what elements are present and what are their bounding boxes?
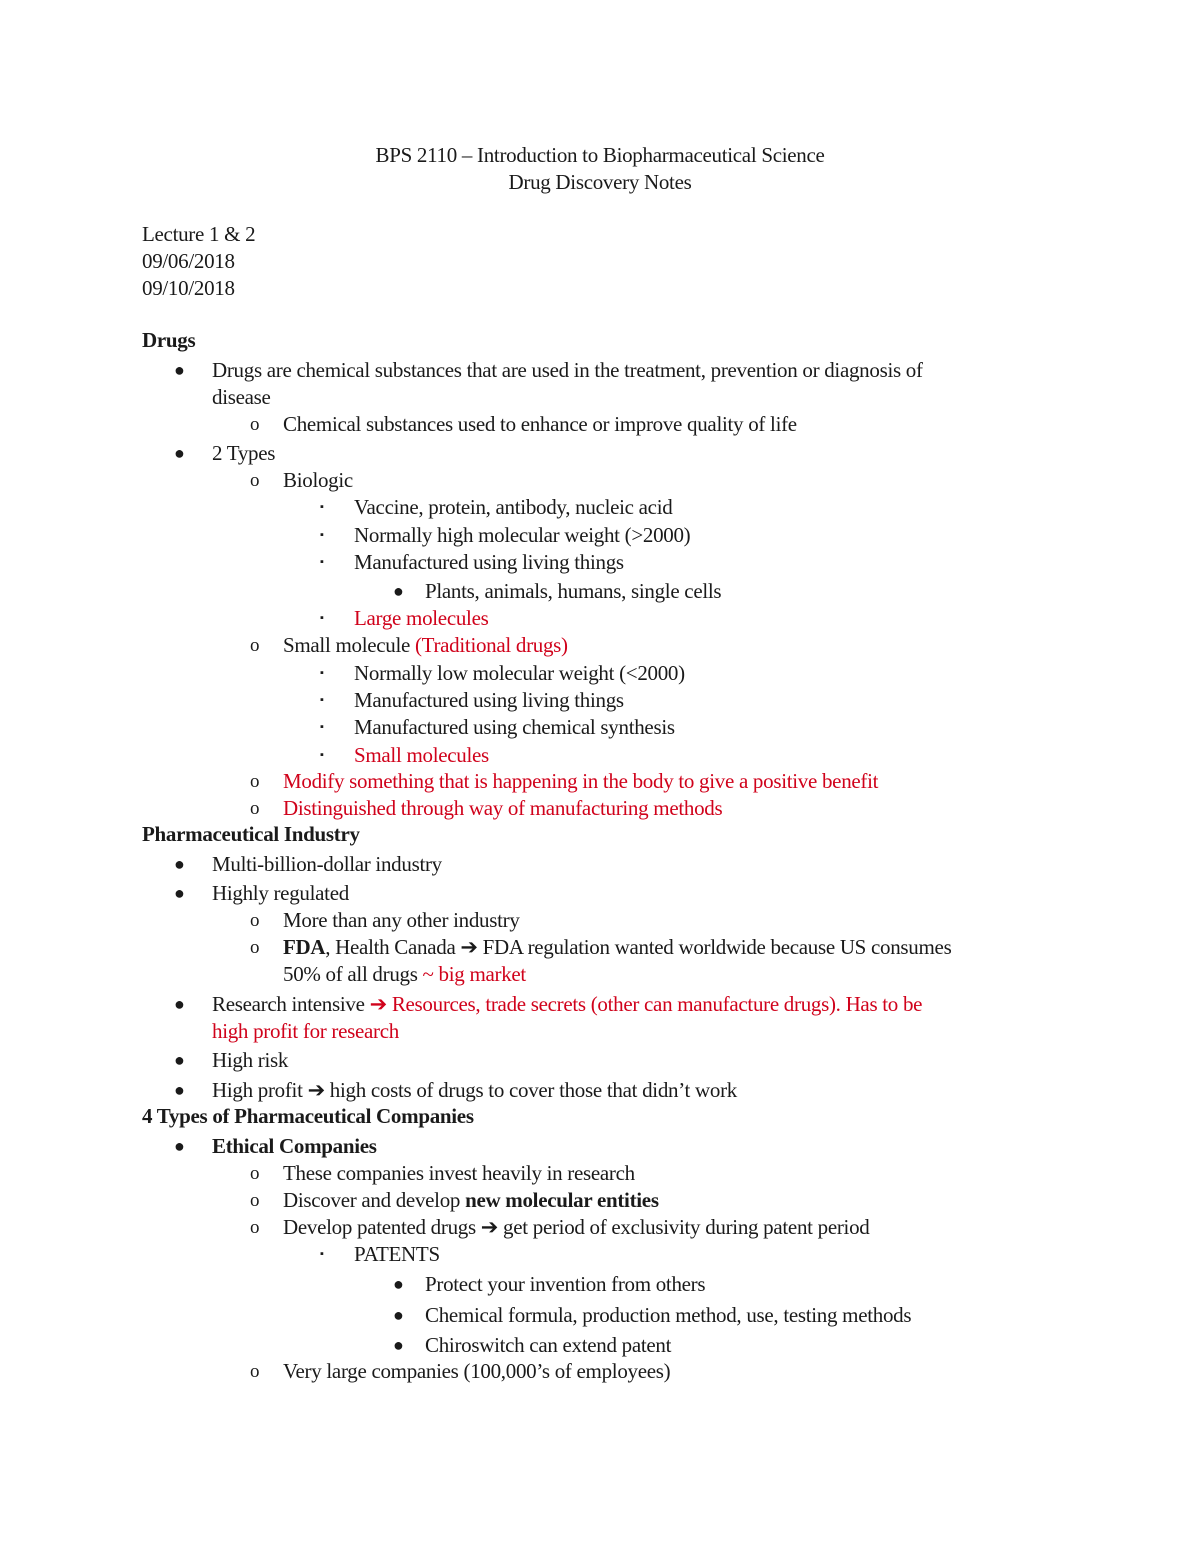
bullet-icon: ● [174,1080,185,1100]
drugs-definition-cont: disease [212,385,271,409]
patents-item: Chemical formula, production method, use, testing methods [425,1303,912,1327]
circle-bullet-icon: o [250,937,260,958]
small-molecule-item: Manufactured using living things [354,688,624,712]
circle-bullet-icon: o [250,771,260,792]
biologic-item: Normally high molecular weight (>2000) [354,523,691,547]
drugs-definition: Drugs are chemical substances that are used in the treatment, prevention or diagnosis of [212,358,923,382]
pharma-sub-item: More than any other industry [283,908,520,932]
pharma-item: High risk [212,1048,289,1072]
square-bullet-icon: ▪ [320,694,324,706]
circle-bullet-icon: o [250,635,260,656]
type-small-molecule [283,632,568,659]
small-molecule-item-highlight: Small molecules [354,743,489,767]
biologic-item-highlight: Large molecules [354,606,489,630]
square-bullet-icon: ▪ [320,749,324,761]
arrow-right-icon: ➔ [369,992,387,1016]
biologic-item: Manufactured using living things [354,550,624,574]
ethical-companies-heading: Ethical Companies [212,1134,377,1158]
lecture-label: Lecture 1 & 2 [142,222,256,246]
fda-regulation-text: FDA regulation wanted worldwide because US consumes [477,935,952,959]
circle-bullet-icon: o [250,414,260,435]
pharma-sub-item-fda [283,934,951,961]
ethical-item: Very large companies (100,000’s of employees) [283,1359,671,1383]
square-bullet-icon: ▪ [320,556,324,568]
drugs-note-distinguish: Distinguished through way of manufacturing methods [283,796,723,820]
patents-heading: PATENTS [354,1242,440,1266]
pharma-item: Multi-billion-dollar industry [212,852,442,876]
bullet-icon: ● [174,883,185,903]
pharma-item: Highly regulated [212,881,349,905]
date-second: 09/10/2018 [142,276,235,300]
section-heading-pharma: Pharmaceutical Industry [142,822,360,846]
circle-bullet-icon: o [250,798,260,819]
document-subtitle: Drug Discovery Notes [508,170,692,194]
pharma-item-profit [212,1077,737,1104]
bullet-icon: ● [174,1050,185,1070]
bullet-icon: ● [174,854,185,874]
research-note-cont: high profit for research [212,1019,399,1043]
section-heading-companies: 4 Types of Pharmaceutical Companies [142,1104,474,1128]
high-profit-text: High profit [212,1078,308,1102]
bullet-icon: ● [393,1305,404,1325]
circle-bullet-icon: o [250,1163,260,1184]
patented-drugs-text: Develop patented drugs [283,1215,481,1239]
ethical-item: These companies invest heavily in research [283,1161,635,1185]
bullet-icon: ● [393,581,404,601]
small-molecule-label: Small molecule [283,633,415,657]
big-market-note: ~ big market [422,962,526,986]
section-heading-drugs: Drugs [142,328,196,352]
drug-types: 2 Types [212,441,276,465]
circle-bullet-icon: o [250,470,260,491]
fda-label: FDA [283,935,326,959]
bullet-icon: ● [393,1274,404,1294]
circle-bullet-icon: o [250,1361,260,1382]
health-canada-text: , Health Canada [325,935,461,959]
small-molecule-item: Normally low molecular weight (<2000) [354,661,685,685]
bullet-icon: ● [393,1335,404,1355]
patents-item: Chiroswitch can extend patent [425,1333,672,1357]
high-costs-text: high costs of drugs to cover those that didn’t work [324,1078,737,1102]
ethical-item-patent [283,1214,869,1241]
square-bullet-icon: ▪ [320,721,324,733]
pharma-item-research [212,991,922,1018]
research-note: Resources, trade secrets (other can manufacture drugs). Has to be [386,992,923,1016]
ethical-item-nme [283,1187,659,1214]
patents-item: Protect your invention from others [425,1272,706,1296]
small-molecule-note: (Traditional drugs) [414,633,568,657]
arrow-right-icon: ➔ [307,1078,325,1102]
square-bullet-icon: ▪ [320,667,324,679]
square-bullet-icon: ▪ [320,612,324,624]
arrow-right-icon: ➔ [480,1215,499,1239]
drugs-definition-sub: Chemical substances used to enhance or improve quality of life [283,412,797,436]
square-bullet-icon: ▪ [320,1248,324,1260]
discover-text: Discover and develop [283,1188,466,1212]
square-bullet-icon: ▪ [320,501,324,513]
bullet-icon: ● [174,994,185,1014]
circle-bullet-icon: o [250,1190,260,1211]
research-intensive-text: Research intensive [212,992,370,1016]
biologic-item: Vaccine, protein, antibody, nucleic acid [354,495,673,519]
square-bullet-icon: ▪ [320,529,324,541]
pharma-sub-item-fda-cont [283,961,526,988]
circle-bullet-icon: o [250,910,260,931]
drugs-share-text: 50% of all drugs [283,962,423,986]
arrow-right-icon: ➔ [460,935,478,959]
bullet-icon: ● [174,443,185,463]
type-biologic: Biologic [283,468,353,492]
bullet-icon: ● [174,360,185,380]
exclusivity-text: get period of exclusivity during patent period [498,1215,870,1239]
small-molecule-item: Manufactured using chemical synthesis [354,715,675,739]
bullet-icon: ● [174,1136,185,1156]
document-title: BPS 2110 – Introduction to Biopharmaceutical Science [375,143,825,167]
drugs-note-modify: Modify something that is happening in the body to give a positive benefit [283,769,879,793]
date-first: 09/06/2018 [142,249,235,273]
biologic-sub-item: Plants, animals, humans, single cells [425,579,722,603]
new-molecular-entities: new molecular entities [465,1188,659,1212]
circle-bullet-icon: o [250,1217,260,1238]
